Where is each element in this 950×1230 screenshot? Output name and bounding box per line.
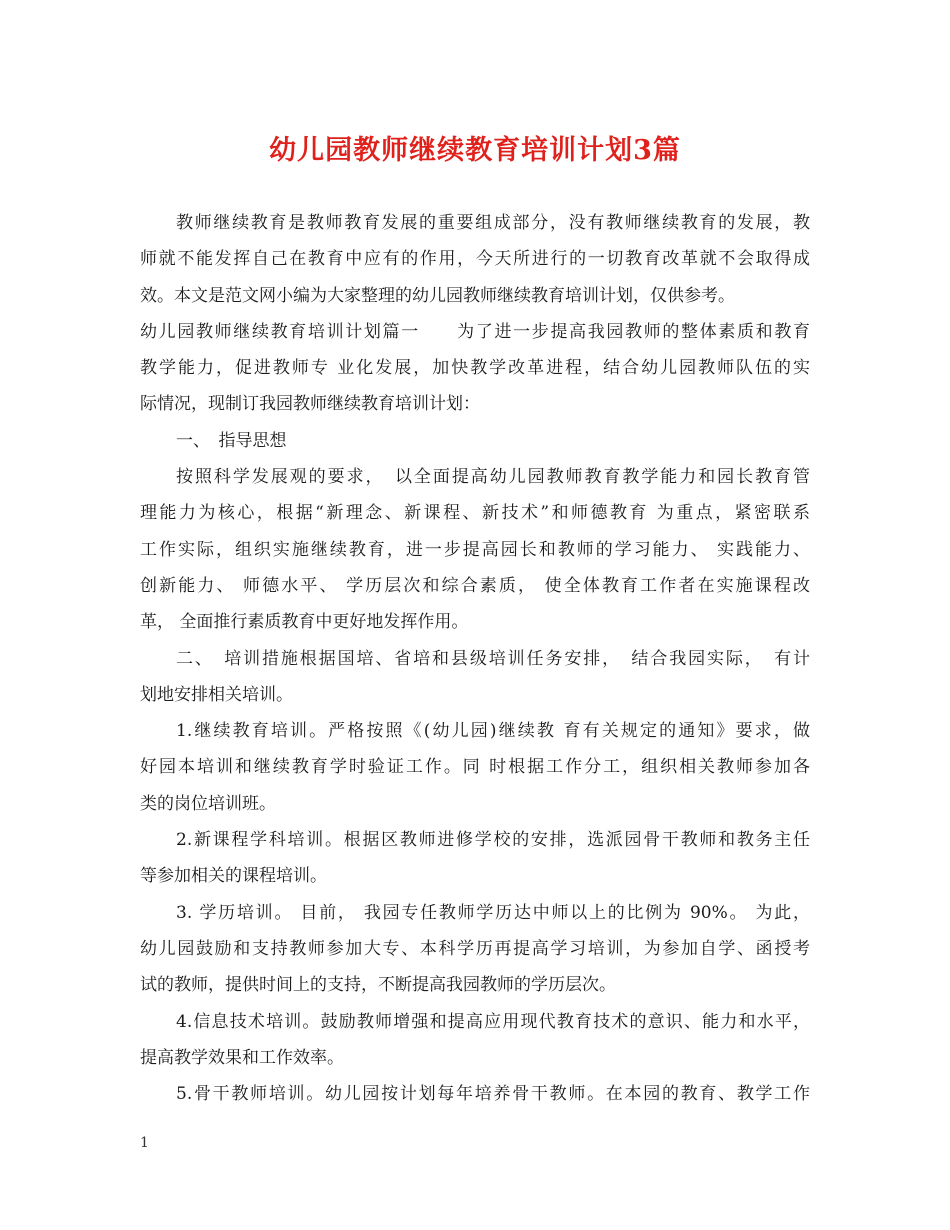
text-line: 教师继续教育是教师教育发展的重要组成部分，没有教师继续教育的发展，教 — [176, 213, 810, 233]
page-title: 幼儿园教师继续教育培训计划3篇 — [269, 135, 681, 166]
text-line: 一、 指导思想 — [176, 430, 287, 451]
text-line: 3. 学历培训。 目前， 我园专任教师学历达中师以上的比例为 90%。 为此， — [176, 902, 810, 923]
text-line: 5.骨干教师培训。幼儿园按计划每年培养骨干教师。在本园的教育、教学工作 — [176, 1084, 810, 1105]
text-line: 教学能力，促进教师专 业化发展，加快教学改革进程，结合幼儿园教师队伍的实 — [140, 358, 810, 379]
text-line: 创新能力、 师德水平、 学历层次和综合素质， 使全体教育工作者在实施课程改 — [140, 575, 810, 596]
text-line: 4.信息技术培训。鼓励教师增强和提高应用现代教育技术的意识、能力和水平， — [176, 1011, 810, 1032]
text-line: 划地安排相关培训。 — [140, 684, 293, 705]
text-line: 理能力为核心，根据“新理念、新课程、新技术”和师德教育 为重点，紧密联系 — [140, 503, 810, 524]
text-line: 2.新课程学科培训。根据区教师进修学校的安排，选派园骨干教师和教务主任 — [176, 830, 810, 851]
text-line: 际情况，现制订我园教师继续教育培训计划： — [140, 394, 480, 415]
text-line: 提高教学效果和工作效率。 — [140, 1047, 344, 1068]
text-line: 幼儿园教师继续教育培训计划篇一 为了进一步提高我园教师的整体素质和教育 — [140, 321, 810, 342]
text-line: 工作实际，组织实施继续教育，进一步提高园长和教师的学习能力、 实践能力、 — [140, 539, 810, 560]
text-line: 按照科学发展观的要求， 以全面提高幼儿园教师教育教学能力和园长教育管 — [176, 467, 810, 488]
text-line: 好园本培训和继续教育学时验证工作。同 时根据工作分工，组织相关教师参加各 — [140, 757, 810, 778]
page-number: 1 — [140, 1135, 149, 1151]
text-line: 等参加相关的课程培训。 — [140, 866, 327, 887]
text-line: 类的岗位培训班。 — [140, 793, 276, 814]
text-line: 试的教师，提供时间上的支持，不断提高我园教师的学历层次。 — [140, 975, 616, 996]
text-line: 幼儿园鼓励和支持教师参加大专、本科学历再提高学习培训，为参加自学、函授考 — [140, 938, 810, 959]
document-body — [140, 205, 810, 1112]
text-line: 效。本文是范文网小编为大家整理的幼儿园教师继续教育培训计划，仅供参考。 — [140, 285, 735, 306]
text-line: 师就不能发挥自己在教育中应有的作用，今天所进行的一切教育改革就不会取得成 — [140, 249, 810, 270]
text-line: 1.继续教育培训。严格按照《(幼儿园)继续教 育有关规定的通知》要求，做 — [176, 721, 810, 742]
text-line: 革， 全面推行素质教育中更好地发挥作用。 — [140, 612, 469, 633]
text-line: 二、 培训措施根据国培、省培和县级培训任务安排， 结合我园实际， 有计 — [176, 648, 810, 669]
